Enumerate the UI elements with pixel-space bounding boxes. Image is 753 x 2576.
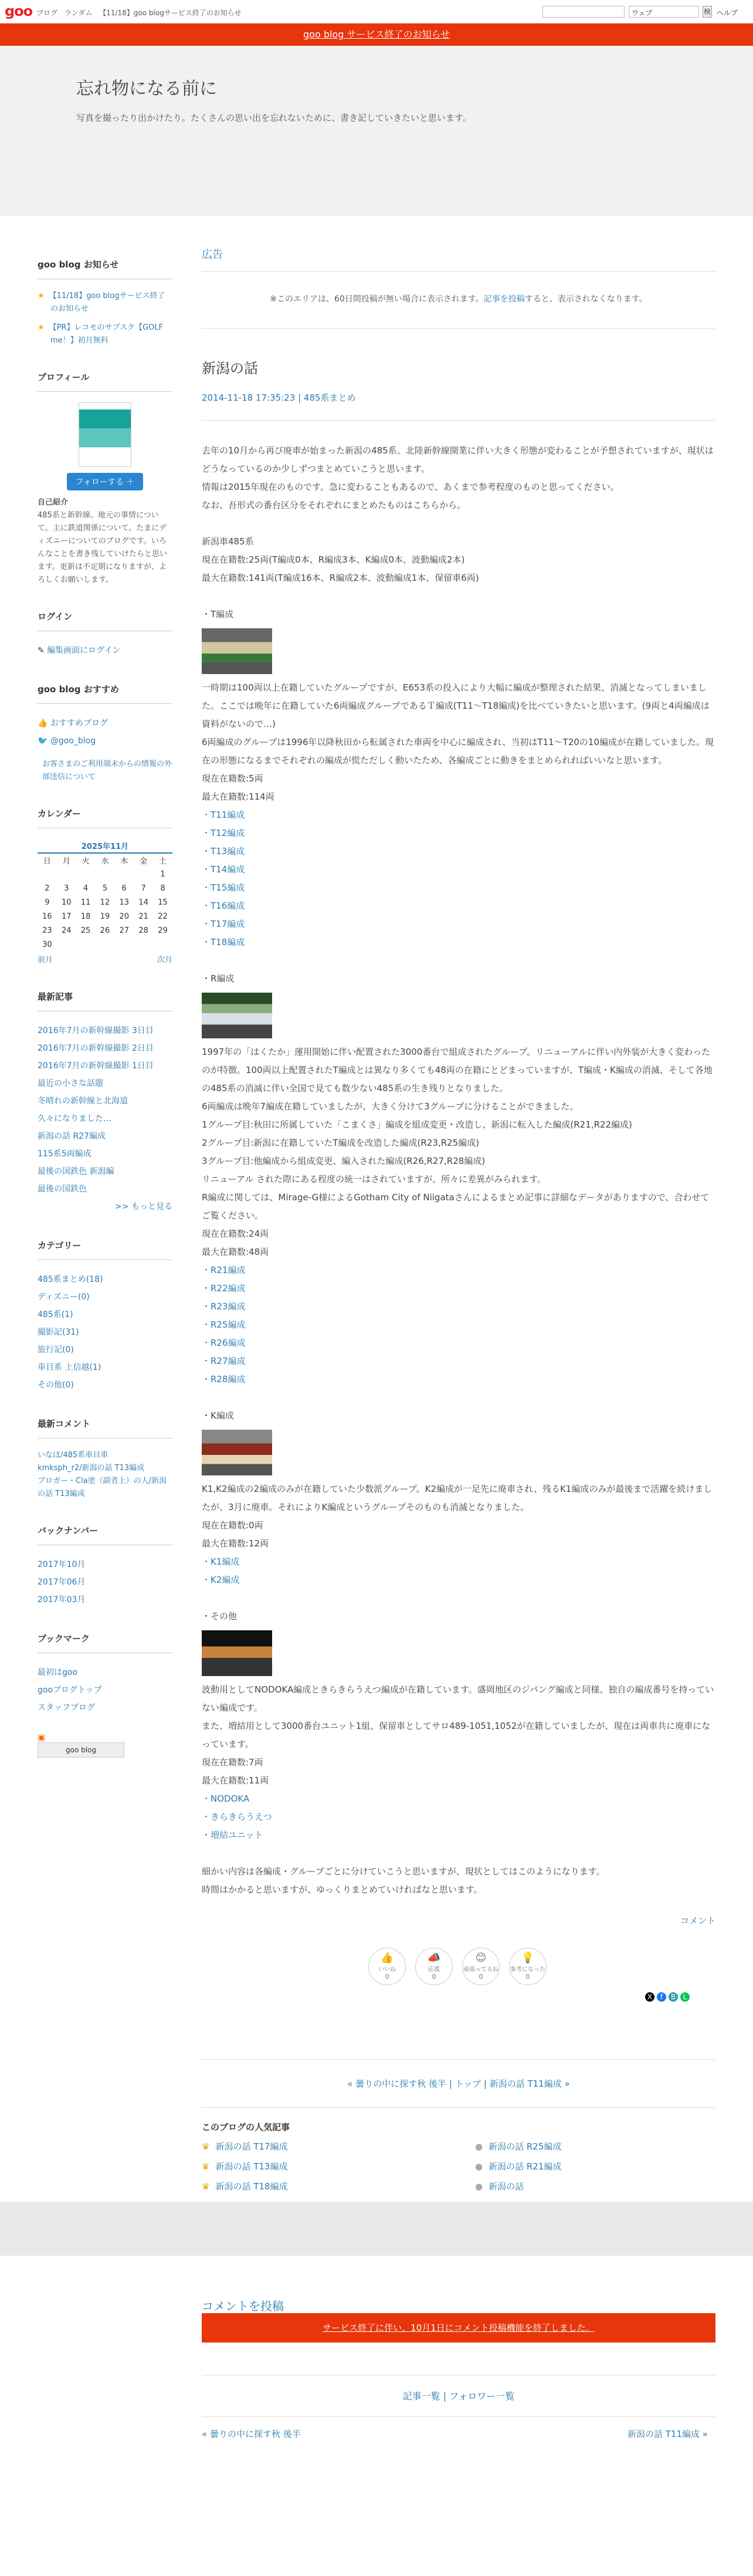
popular-left [202,2137,436,2196]
comment-closed-link[interactable]: サービス終了に伴い、10月1日にコメント投稿機能を終了しました。 [323,2323,595,2333]
other-series-photo[interactable] [202,1630,272,1676]
reaction-cheer[interactable]: 📣 応援 0 [415,1948,453,1985]
external-info-link[interactable]: お客さまのご利用端末からの情報の外部送信について [42,760,172,781]
rss-icon[interactable]: ▣ [38,1733,46,1742]
hatena-share-icon[interactable]: B [669,1992,678,2002]
calendar-day [57,937,76,952]
t-formation-link[interactable]: ・T18編成 [202,937,245,947]
calendar-day: 5 [102,884,108,893]
calendar-day [114,937,134,952]
popular-heading: このブログの人気記事 [202,2122,290,2132]
popular-article-link[interactable]: ♛ 新潟の話 T13編成 [202,2161,288,2172]
login-link[interactable]: 編集画面にログイン [47,646,121,655]
thumbs-up-icon: 👍 [38,719,50,728]
comment-link[interactable]: コメント [680,1915,715,1926]
bookmark-link[interactable]: スタッフブログ [38,1703,95,1712]
popular-right [475,2137,710,2196]
calendar-heading: カレンダー [38,807,172,828]
r-list [202,1261,715,1389]
calendar-day: 17 [61,912,72,921]
recent-article-link[interactable]: 最後の国鉄色 [38,1184,87,1194]
category-link[interactable]: その他(0) [38,1380,74,1390]
calendar-day [134,867,153,881]
news-heading: goo blog お知らせ [38,258,172,279]
calendar-day: 20 [119,912,130,921]
news-item[interactable]: ★ 【11/18】goo blogサービス終了のお知らせ [38,292,165,313]
popular-article-link[interactable]: ♛ 新潟の話 T17編成 [202,2141,288,2152]
r-formation-link[interactable]: ・R26編成 [202,1338,246,1348]
next-article-link[interactable]: 新潟の話 T11編成 » [628,2429,708,2439]
calendar-day: 19 [100,912,110,921]
calendar-day: 2 [45,884,50,893]
t-formation-link[interactable]: ・T12編成 [202,828,245,838]
recent-article-link[interactable]: 久々になりました… [38,1114,111,1123]
popular-article-link[interactable]: ● 新潟の話 [475,2181,524,2192]
bulb-icon: 💡 [521,1952,535,1964]
r-formation-link[interactable]: ・R23編成 [202,1301,246,1312]
category-link[interactable]: ディズニー(0) [38,1292,90,1302]
main-content [202,246,715,2001]
more-link[interactable]: >> もっと見る [115,1202,172,1211]
t-formation-link[interactable]: ・T16編成 [202,901,245,911]
reaction-effort[interactable]: 😊 頑張ってるね 0 [462,1948,500,1985]
r-formation-link[interactable]: ・R27編成 [202,1356,246,1366]
facebook-share-icon[interactable]: f [657,1992,666,2002]
calendar-day: 25 [80,926,91,935]
recommend-blog-link[interactable]: おすすめブログ [50,719,108,728]
backnumber-link[interactable]: 2017年10月 [38,1560,86,1569]
category-link[interactable]: 485系(1) [38,1310,73,1319]
section-r: ・R編成 [202,973,235,984]
article-nav[interactable]: « 曇りの中に探す秋 後半 | トップ | 新潟の話 T11編成 » [202,2059,715,2108]
blog-title[interactable]: 忘れ物になる前に [76,79,217,99]
calendar-day: 22 [158,912,168,921]
follow-button[interactable]: フォローする ＋ [67,473,143,490]
calendar-day: 23 [42,926,52,935]
bookmark-list [38,1664,172,1717]
recent-article-link[interactable]: 最近の小さな話題 [38,1079,103,1088]
t-formation-link[interactable]: ・T11編成 [202,810,245,820]
blog-header [0,46,753,216]
calendar-day [76,867,96,881]
calendar-day: 13 [119,898,130,907]
calendar-day: 4 [83,884,89,893]
top-link-random[interactable]: ランダム [64,9,93,17]
calendar-day: 1 [160,869,165,879]
blog-description: 写真を撮ったり出かけたり。たくさんの思い出を忘れないために、書き記していきたいと思います。 [76,113,472,123]
other-formation-item[interactable]: ・NODOKA [202,1793,250,1804]
calendar-day [76,937,96,952]
calendar-day: 16 [42,912,52,921]
calendar-day: 3 [64,884,69,893]
post-comment-heading: コメントを投稿 [202,2299,284,2313]
calendar-day: 26 [100,926,110,935]
recent-comment-link[interactable]: ブロガー・Cla塗（副者上）の人/新潟の話 T13編成 [38,1477,167,1498]
crown-icon: ♛ [202,2181,210,2192]
twitter-icon: 🐦 [38,736,50,746]
calendar-days [38,867,172,952]
category-link[interactable]: 撮影記(31) [38,1328,79,1337]
service-end-link[interactable]: goo blog サービス終了のお知らせ [303,29,450,40]
crown-icon: ♛ [202,2141,210,2152]
calendar-day [134,937,153,952]
rank-dot-icon: ● [475,2141,483,2152]
popular-article-link[interactable]: ♛ 新潟の話 T18編成 [202,2181,288,2192]
calendar-day: 9 [45,898,50,907]
search-input[interactable] [542,6,625,18]
calendar-day: 10 [61,898,72,907]
calendar-day [114,867,134,881]
article-meta: 2014-11-18 17:35:23 | 485系まとめ [202,391,715,421]
calendar-day [38,867,57,881]
category-link[interactable]: 車目系 上信越(1) [38,1363,101,1372]
other-list [202,1790,715,1844]
recent-article-link[interactable]: 2016年7月の新幹線撮影 2日目 [38,1044,154,1053]
profile-image[interactable] [79,402,131,467]
help-link[interactable]: ヘルプ [717,9,738,17]
recent-heading: 最新記事 [38,990,172,1011]
section-t: ・T編成 [202,609,234,620]
r-formation-link[interactable]: ・R25編成 [202,1319,246,1330]
recent-article-link[interactable]: 新潟の話 R27編成 [38,1132,106,1141]
t-formation-link[interactable]: ・T15編成 [202,882,245,893]
recommend-heading: goo blog おすすめ [38,683,172,704]
top-link-blog[interactable]: ブログ [36,9,58,17]
calendar-day: 15 [158,898,168,907]
news-item[interactable]: ★ 【PR】レコモのサブスク【GOLF me！】初月無料 [38,323,164,345]
recent-article-link[interactable]: 2016年7月の新幹線撮影 3日目 [38,1026,154,1035]
sidebar [38,258,172,1781]
calendar-day [57,867,76,881]
calendar-day: 29 [158,926,168,935]
star-icon: ★ [38,292,45,300]
footer-links[interactable]: 記事一覧 | フォロワー一覧 [202,2375,715,2417]
profile-heading: プロフィール [38,371,172,392]
k-formation-link[interactable]: ・K1編成 [202,1556,240,1567]
star-icon: ★ [38,323,45,332]
post-article-link[interactable]: 記事を投稿 [483,295,525,304]
calendar-day: 6 [121,884,127,893]
goo-twitter-link[interactable]: @goo_blog [50,736,96,746]
calendar-day [96,937,115,952]
calendar-day: 21 [138,912,148,921]
ad-heading: 広告 [202,246,715,272]
top-links [36,8,246,18]
service-end-banner [0,23,753,46]
comment-closed-banner [202,2313,715,2343]
intro-text: 485系と新幹線、地元の事情について。主に鉄道関係について。たまにディズニーについてのブログです。いろんなことを書き残していけたらと思います。更新は不定期になりますが、よろしくお願いします。 [38,511,168,584]
r-formation-link[interactable]: ・R28編成 [202,1374,246,1385]
calendar-day: 8 [160,884,165,893]
calendar-day: 27 [119,926,130,935]
search-button[interactable]: 検 [703,6,712,18]
intro-heading: 自己紹介 [38,498,69,507]
calendar-day: 7 [141,884,146,893]
popular-article-link[interactable]: ● 新潟の話 R25編成 [475,2141,562,2152]
t-formation-link[interactable]: ・T13編成 [202,846,245,857]
other-formation-item[interactable]: ・きらきらうえつ [202,1812,272,1822]
category-heading: カテゴリー [38,1239,172,1260]
other-formation-item[interactable]: ・増結ユニット [202,1830,263,1840]
calendar-day: 11 [80,898,91,907]
backnumber-link[interactable]: 2017年03月 [38,1595,86,1605]
prev-article-link[interactable]: « 曇りの中に探す秋 後半 [202,2429,301,2439]
backnumber-link[interactable]: 2017年06月 [38,1578,86,1587]
t-formation-link[interactable]: ・T17編成 [202,919,245,929]
pencil-icon: ✎ [38,646,48,655]
recent-article-link[interactable]: 2016年7月の新幹線撮影 1日目 [38,1061,154,1071]
bookmark-link[interactable]: 最初はgoo [38,1668,78,1677]
popular-article-link[interactable]: ● 新潟の話 R21編成 [475,2161,562,2172]
calendar-day: 24 [61,926,72,935]
crown-icon: ♛ [202,2161,210,2172]
section-k: ・K編成 [202,1410,234,1421]
line-share-icon[interactable]: L [680,1992,690,2002]
bookmark-heading: ブックマーク [38,1632,172,1653]
reaction-helpful[interactable]: 💡 参考になった 0 [509,1948,547,1985]
category-link[interactable]: 485系まとめ(18) [38,1275,103,1284]
calendar-day: 28 [138,926,148,935]
prev-month-link[interactable]: 前月 [38,956,53,964]
comments-heading: 最新コメント [38,1417,172,1438]
recent-article-link[interactable]: 冬晴れの新幹線と北海道 [38,1096,128,1106]
r-formation-link[interactable]: ・R22編成 [202,1283,246,1294]
megaphone-icon: 📣 [427,1952,441,1964]
calendar-day: 18 [80,912,91,921]
article-date: 2014-11-18 17:35:23 [202,392,296,403]
calendar-day: 12 [100,898,110,907]
next-month-link[interactable]: 次月 [157,956,172,964]
recent-comment-link[interactable]: kmksph_r2/新潟の話 T13編成 [38,1464,145,1473]
calendar-day [153,937,172,952]
article-category[interactable]: 485系まとめ [303,392,356,403]
t-list [202,806,715,952]
smile-icon: 😊 [475,1952,487,1964]
calendar-month: 2025年11月 [38,839,172,853]
calendar-day: 14 [138,898,148,907]
k-list [202,1553,715,1589]
x-share-icon[interactable]: X [645,1992,654,2002]
goo-blog-badge[interactable]: goo blog [38,1742,124,1758]
comment-list [38,1449,172,1501]
k-series-photo[interactable] [202,1430,272,1475]
bookmark-link[interactable]: gooブログトップ [38,1685,102,1695]
backnumber-list [38,1556,172,1609]
backnumber-heading: バックナンバー [38,1524,172,1545]
calendar-day [96,867,115,881]
r-series-photo[interactable] [202,993,272,1038]
search-scope-select[interactable]: ウェブ [629,6,699,18]
article-body: 去年の10月から再び廃車が始まった新潟の485系。北陸新幹線開業に伴い大きく形態が変わることが予想されていますが、現状はどうなっているのか少しずつまとめていこうと思います。 情報は2015年現在のものです。急に変わることもあるので、あくまで参考程度のものと思ってください。 なお、吾形式の番台区分をそれぞれにまとめたものはこちらから。 新潟車485系 現在在籍数:25両(T編成0本、R編成3本、K編成0本、波動編成2本) 最大在籍数:141両(T編成16本、R編成2本、波動編成1本、保留車6両) ・T編成 一時期は100両以上在籍していたグループですが、E653系の投入により大幅に編成が整理された結果、消滅となってしまいました。ここでは晩年に在籍していた6両編成グループであるＴ編成(T11〜T18編成)を比べていきたいと思います。(9両と4両編成は資料がないので…) 6両編成のグループは1996年以降秋田から転属された車両を中心に編成され、当初はT11〜T20の10編成が在籍していました。現在の形態になるまでそれぞれの編成が慌ただしく動いたため、各編成ごとに動きをまとめられればいいなと思います。 現在在籍数:5両 最大在籍数:114両 ・T11編成 ・T12編成 ・T13編成 ・T14編成 ・T15編成 ・T16編成 ・T17編成 ・T18編成 ・R編成 1997年の「はくたか」運用開始に伴い配置された3000番台で組成されたグループ。リニューアルに伴い内外装が大きく変わったのが特徴。100両以上配置されたT編成とは異なり多くても48両の在籍にとどまっていますが、T編成・K編成の消滅、そして各地の485系の消滅に伴い全国で見ても数少ない485系の生き残りとなりました。 6両編成は晩年7編成在籍していましたが、大きく分けて3グループに分けることができました。 1グループ目:秋田に所属していた「こまくさ」編成を組成変更・改造し、新潟に転入した編成(R21,R22編成) 2グループ目:新潟に在籍していたT編成を改造した編成(R23,R25編成) 3グループ目:他編成から組成変更、編入された編成(R26,R27,R28編成) リニューアル された際にある程度の統一はされていますが、所々に差異がみられます。 R編成に関しては、Mirage-G様によるGotham City of Niigataさんによるまとめ記事に詳細なデータがありますので、合わせてご覧ください。 現在在籍数:24両 最大在籍数:48両 ・R21編成 ・R22編成 ・R23編成 ・R25編成 ・R26編成 ・R27編成 ・R28編成 ・K編成 K1,K2編成の2編成のみが在籍していた少数派グループ。K2編成が一足先に廃車され、残るK1編成のみが最後まで活躍を続けましたが、3月に廃車。それによりK編成というグループそのものも消滅となりました。 現在在籍数:0両 最大在籍数:12両 ・K1編成 ・K2編成 ・その他 波動用としてNODOKA編成ときらきらうえつ編成が在籍しています。盛岡地区のジパング編成と同様、独自の編成番号を持っていない編成です。 また、増結用として3000番台ユニット1組、保留車としてサロ489-1051,1052が在籍していましたが、現在は両車共に廃車になっています。 現在在籍数:7両 最大在籍数:11両 ・NODOKA ・きらきらうえつ ・増結ユニット 細かい内容は各編成・グループごとに分けていこうと思いますが、現状としてはこのようになります。 時間はかかると思いますが、ゆっくりまとめていければなと思います。 [202,442,715,1899]
reaction-buttons [202,1948,715,2001]
category-list [38,1271,172,1394]
recent-article-link[interactable]: 115系5両編成 [38,1149,91,1159]
r-formation-link[interactable]: ・R21編成 [202,1265,246,1275]
calendar-day: 30 [42,940,52,949]
t-formation-link[interactable]: ・T14編成 [202,864,245,875]
goo-logo[interactable]: goo [5,3,33,19]
t-series-photo[interactable] [202,628,272,674]
gray-band [0,2202,753,2256]
category-link[interactable]: 旅行記(0) [38,1345,74,1355]
recent-article-link[interactable]: 最後の国鉄色 新潟編 [38,1167,114,1176]
recent-list [38,1022,172,1198]
reaction-like[interactable]: 👍 いいね 0 [368,1948,406,1985]
login-heading: ログイン [38,610,172,631]
section-other: ・その他 [202,1611,238,1622]
top-bar [0,0,753,23]
article-title[interactable]: 新潟の話 [202,360,258,377]
like-icon: 👍 [380,1952,394,1964]
top-link-notice[interactable]: 【11/18】goo blogサービス終了のお知らせ [99,9,242,17]
popular-articles [202,2121,715,2207]
recent-comment-link[interactable]: いなほ/485系車目車 [38,1451,108,1460]
rank-dot-icon: ● [475,2161,483,2172]
k-formation-link[interactable]: ・K2編成 [202,1575,240,1585]
ad-note: ※このエリアは、60日間投稿が無い場合に表示されます。記事を投稿すると、表示されなくなります。 [202,272,715,329]
calendar: 2025年11月 日 月 火 水 木 金 土 1 2 3 4 5 6 7 8 9 10 11 12 13 14 15 16 17 18 19 20 21 22 23 24 25 26 27 28 29 30 [38,839,172,952]
rank-dot-icon: ● [475,2181,483,2192]
